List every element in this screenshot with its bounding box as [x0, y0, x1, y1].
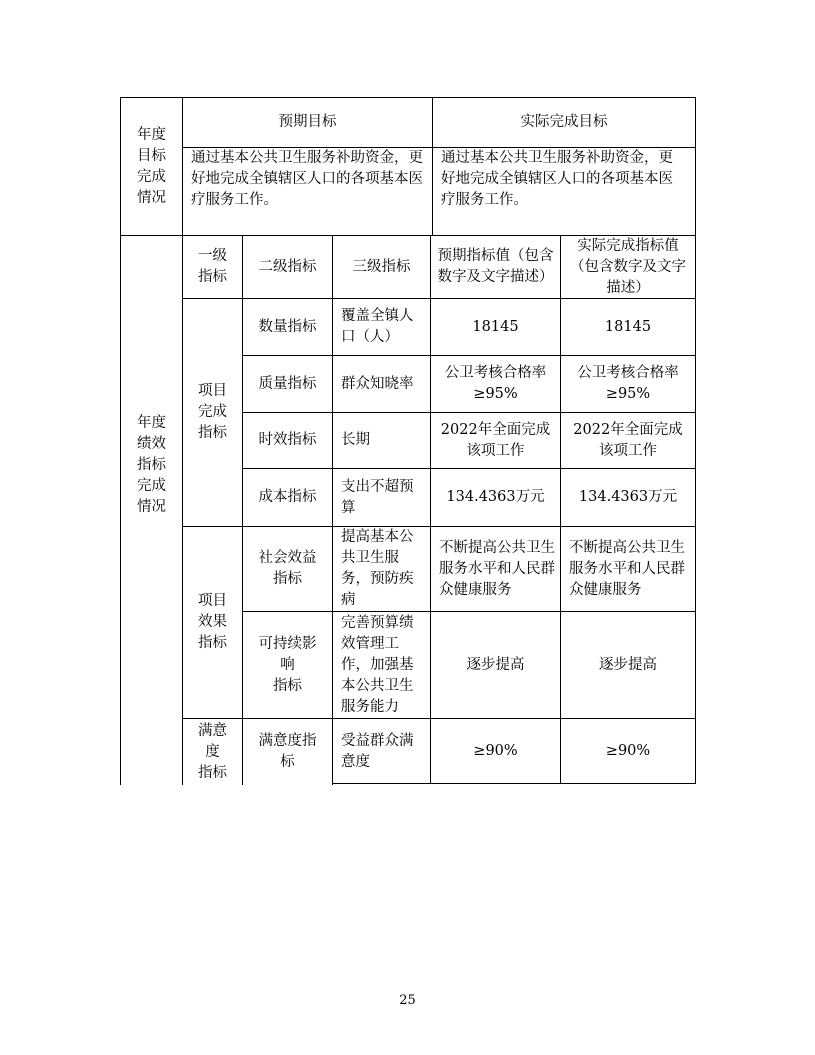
level2-header: 二级指标 [258, 258, 317, 275]
planned-goal-header: 预期目标 [278, 114, 337, 130]
actual-goal-header: 实际完成目标 [520, 114, 608, 130]
row-social-planned: 不断提高公共卫生服务水平和人民群众健康服务 [439, 539, 555, 598]
page-number: 25 [399, 993, 416, 1008]
level3-header: 三级指标 [352, 258, 411, 275]
indicator-row-label: 年度 绩效 指标 完成 情况 [137, 415, 166, 515]
actual-goal-text: 通过基本公共卫生服务补助资金，更好地完成全镇辖区人口的各项基本医疗服务工作。 [441, 150, 673, 208]
row-satisfaction-level2: 满意度指 标 [258, 732, 317, 770]
row-sustainable-level3: 完善预算绩效管理工作，加强基本公共卫生服务能力 [341, 614, 414, 715]
row-social-level3: 提高基本公共卫生服务，预防疾病 [341, 529, 414, 608]
row-cost-planned: 134.4363万元 [446, 489, 545, 505]
row-quantity-level3: 覆盖全镇人口（人） [341, 308, 414, 345]
row-social-level2: 社会效益 指标 [258, 550, 317, 587]
level1-header: 一级 指标 [198, 248, 227, 285]
row-cost-level3: 支出不超预算 [341, 478, 414, 516]
row-satisfaction-planned: ≥90% [473, 743, 518, 759]
row-sustainable-level2: 可持续影 响 指标 [258, 635, 317, 694]
row-timeliness-level3: 长期 [341, 432, 370, 448]
row-quality-planned: 公卫考核合格率≥95% [444, 365, 547, 402]
row-cost-level2: 成本指标 [258, 489, 317, 505]
row-quality-level3: 群众知晓率 [341, 375, 414, 392]
row-timeliness-planned: 2022年全面完成该项工作 [440, 421, 551, 459]
row-quantity-actual: 18145 [604, 318, 652, 335]
actual-value-header: 实际完成指标值（包含数字及文字描述） [570, 237, 686, 296]
planned-value-header: 预期指标值（包含数字及文字描述） [437, 248, 554, 285]
row-quantity-planned: 18145 [472, 318, 519, 335]
row-sustainable-planned: 逐步提高 [466, 656, 525, 673]
row-timeliness-actual: 2022年全面完成该项工作 [573, 421, 683, 459]
row-quantity-level2: 数量指标 [258, 318, 317, 335]
row-satisfaction-level3: 受益群众满意度 [341, 732, 414, 770]
group-project-completion: 项目 完成 指标 [198, 383, 227, 441]
row-quality-actual: 公卫考核合格率≥95% [577, 365, 679, 402]
row-sustainable-actual: 逐步提高 [599, 656, 657, 673]
group-satisfaction: 满意 度 指标 [198, 722, 227, 781]
row-quality-level2: 质量指标 [258, 375, 317, 392]
row-social-actual: 不断提高公共卫生服务水平和人民群众健康服务 [569, 539, 685, 598]
row-timeliness-level2: 时效指标 [258, 432, 317, 448]
row-cost-actual: 134.4363万元 [578, 489, 678, 505]
goal-row-label: 年度 目标 完成 情况 [137, 126, 166, 206]
group-project-effect: 项目 效果 指标 [198, 593, 227, 651]
table-right-border [695, 97, 696, 784]
row-satisfaction-actual: ≥90% [605, 743, 651, 759]
planned-goal-text: 通过基本公共卫生服务补助资金，更好地完成全镇辖区人口的各项基本医疗服务工作。 [191, 150, 423, 208]
